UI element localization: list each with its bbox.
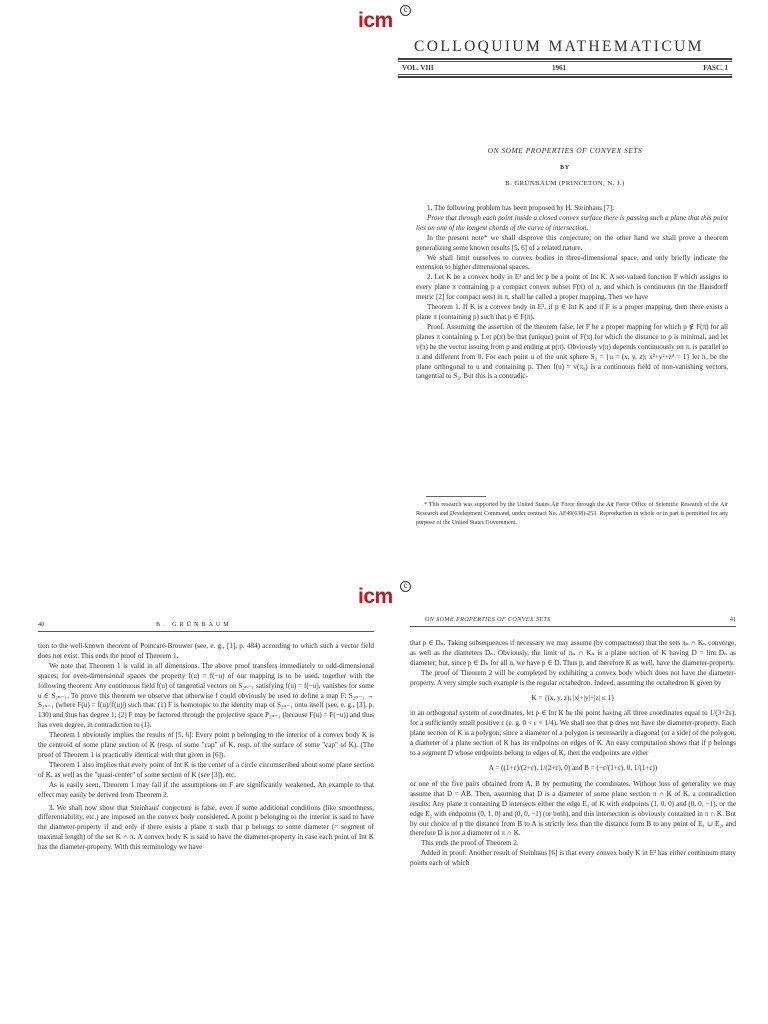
paragraph: that p ∈ Dₙ. Taking subsequences if necessary we may assume (by compactness) that the sets πₙ ∩ Kₙ converge, as well as the diameters Dₙ. Obviously, the limit of πₙ ∩ Kₙ is a plane section of K having D = lim Dₙ as diameter; but, since p ∈ Dₙ for all n, we have p ∈ D. Thus p, and therefore K as well, have the diameter-property. [410,639,736,667]
paragraph: This ends the proof of Theorem 2. [421,839,519,848]
copyright-icon: c [400,581,411,592]
theorem-1: Theorem 1. If K is a convex body in E³, if p ∈ Int K and if F is a proper mapping, then there exists a plane π (containing p) such that p ∈ F(π). [416,303,728,321]
page40-header-rule [38,631,374,632]
page40-body [38,642,374,853]
logo-text: icm [358,585,393,608]
page41-body [410,639,736,869]
paragraph: or one of the five pairs obtained from A, B by permuting the coordinates. Without loss of generality we may assume that D = AB. Then, assuming that D is a diameter of some plane section π ∩ K of K, a contradiction results: Any plane π containing D intersects either the edge E₁ of K with endpoints (1, 0, 0) and (0, 0, −1), or the edge E₂ with endpoints (0, 1, 0) and (0, 0, −1) (or both), and this intersection is obviously contained in π ∩ K. But by our choice of p the distance from B to A is strictly less than the distance form B to any point of E₁ ∪ E₂, and therefore D is not a diameter of π ∩ K. [410,779,736,838]
logo-text: icm [358,9,393,32]
paragraph: 1. The following problem has been proposed by H. Steinhaus [7]: [427,204,615,212]
icm-logo-2 [358,581,418,610]
page1-body [416,204,728,382]
paragraph-added-in-proof: Added in proof: Another result of Steinhaus [6] is that every convex body K in E³ has either continuum many points each of which [410,849,736,868]
paragraph: in an orthogonal system of coordinates, let p ∈ Int K be the point having all three coordinates equal to 1/(3+2ε), for a sufficiently small positive ε (e. g. 0 < ε < 1/4). We shall see that p does not have the diameter-property. Each plane section of K is a polygon; since a diameter of a polygon is necessarily a diagonal (or a side) of the polygon, a diameter of a plane section of K has its endpoints on edges of K. An easy computation shows that if p belongs to a segment D whose endpoints belong to edges of K, then the endpoints are either [410,709,736,758]
article-author: B. GRÜNBAUM (PRINCETON, N. J.) [505,180,625,187]
page-number-40: 40 [38,622,45,628]
proof-paragraph: Proof. Assuming the assertion of the theorem false, let F be a proper mapping for which p ∉ F(π) for all planes π containing p. Let p(π) be that (unique) point of F(π) for which the distance to p is minimal, and let v(π) be the vector issuing from p and ending at p(π). Obviously v(π) depends continuously on π, is parallel to π and different from 0. For each point u of the unit sphere S₂ = {u = (x, y, z); x²+y²+z² = 1} let πᵤ be the plane orthogonal to u and containing p. Then f(u) = v(πᵤ) is a continuous field of non-vanishing vectors, tangential to S₂. But this is a contradic- [416,322,728,381]
header-rule-top [398,58,732,60]
header-rule-bottom-thick [398,76,732,78]
paragraph: We note that Theorem 1 is valid in all dimensions. The above proof transfers immediately to odd-dimensional spaces; for even-dimensional spaces the property f(u) = f(−u) of our mapping is to be used, together with the following theorem: Any continuous field f(u) of tangential vectors on S₂ₙ₋₁ satisfying f(u) = f(−u), vanishes for some u ∈ S₂ₙ₋₁. To prove this theorem we observe that otherwise f could obviously be used to define a map F: S₂ₙ₋₁ → S₂ₙ₋₁ (where F(u) = f(u)/|f(u)|) such that: (1) F is homotopic to the identity map of S₂ₙ₋₁ onto itself (see, e. g., [3], p. 130) and thus has degree 1; (2) F may be factored through the projective space P₂ₙ₋₁ (because F(u) = F(−u)) and thus has even degree, in contradiction to (1). [38,661,374,730]
footnote: * This research was supported by the United States Air Force through the Air Force Office of Scientific Research of the Air Research and Development Command, under contract No. AF49(638)-253. Reproduction in whole or in part is permitted for any purpose of the United States Government. [416,502,728,527]
formula-endpoints: A = ((1+ε)/(2+ε), 1/(2+ε), 0) and B = (−ε/(1+ε), 0, 1/(1+ε)) [488,763,658,772]
paragraph: Theorem 1 also implies that every point of Int K is the center of a circle circumscribed about some plane section of K, as well as the "quasi-center" of some section of K (see [3]), etc. [38,760,374,779]
copyright-icon: c [400,5,411,16]
paragraph: In the present note* we shall disprove this conjecture; on the other hand we shall prove a theorem generalizing some known results [5, 6] of a related nature. [416,233,728,252]
header-rule-top-thin [398,61,732,62]
paragraph: Theorem 1 obviously implies the results of [5, 6]: Every point p belonging to the interior of a convex body K is the centroid of some plane section of K (resp. of some "cap" of K, resp. of the surface of some "cap" of K). (The proof of Theorem 1 is practically identical with that given in [6]). [38,731,374,759]
footnote-rule [426,496,486,497]
paragraph: We shall limit ourselves to convex bodies in three-dimensional space, and only briefly indicate the extension to higher dimensional spaces. [416,253,728,272]
paragraph-problem: Prove that through each point inside a closed convex surface there is passing such a plane that this point lies on one of the longest chords of the curve of intersection. [416,213,728,232]
page-number-41: 41 [729,617,736,623]
running-title-right: ON SOME PROPERTIES OF CONVEX SETS [425,617,551,623]
running-title-left: B. GRÜNBAUM [156,622,232,628]
paragraph: The proof of Theorem 2 will be completed by exhibiting a convex body which does not have the diameter-property. A very simple such example is the regular octahedron. Indeed, assuming the octahedron K given by [410,668,736,687]
journal-title: COLLOQUIUM MATHEMATICUM [414,38,704,55]
header-rule-bottom [398,74,732,75]
article-by: BY [560,165,570,171]
formula-octahedron: K = {(x, y, z); |x|+|y|+|z| ≤ 1} [531,693,615,702]
paragraph: 2. Let K be a convex body in E³ and let p be a point of Int K. A set-valued function F which assigns to every plane π containing p a compact convex subset F(π) of π, and which is continuous (in the Hausdorff metric [2] for compact sets) in π, shall be called a proper mapping. Then we have [416,273,728,302]
paragraph: As is easily seen, Theorem 1 may fail if the assumptions on F are significantly weakened. An example to that effect may easily be derived from Theorem 2. [38,780,374,799]
paragraph-section-3: 3. We shall now show that Steinhaus' conjecture is false, even if some additional conditions (like smoothness, differentiability, etc.) are imposed on the convex body considered. A point p belonging to the interior is said to have the diameter-property if and only if there exists a plane π such that p belongs to some diameter (= segment of maximal length) of the set K ∩ π. A convex body K is said to have the diameter-property in case each point of Int K has the diameter-property. With this terminology we have [38,803,374,852]
article-title: ON SOME PROPERTIES OF CONVEX SETS [487,146,643,155]
volume-year: 1961 [552,64,566,72]
page41-header-rule [410,626,736,627]
icm-logo [358,5,418,34]
volume-number: VOL. VIII [402,64,434,72]
volume-fascicle: FASC. 1 [703,64,728,72]
paragraph: tion to the well-known theorem of Poincaré-Brouwer (see, e. g., [1], p. 484) according to which such a vector field does not exist. This ends the proof of Theorem 1. [38,642,374,660]
